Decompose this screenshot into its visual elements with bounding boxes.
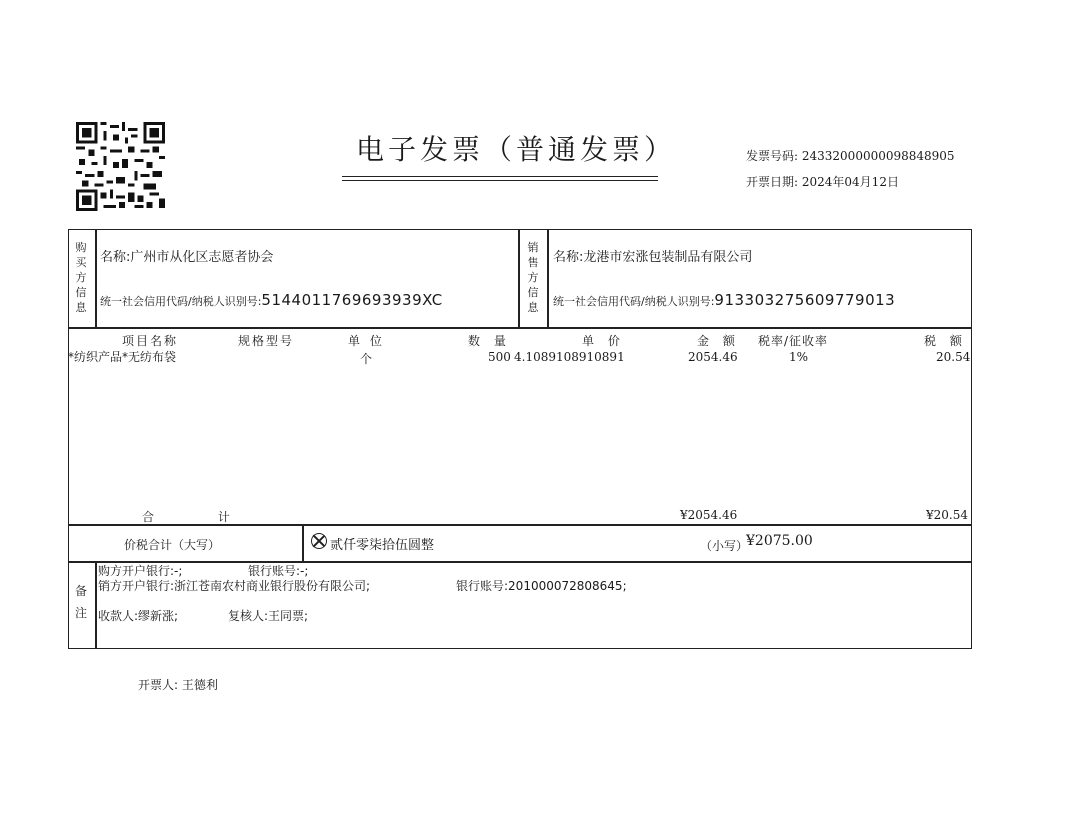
invoice-number-label: 发票号码: xyxy=(746,149,799,163)
party-bottom-line xyxy=(68,327,972,329)
remark-buyer-account: 银行账号:-; xyxy=(248,564,309,578)
issue-date-label: 开票日期: xyxy=(746,175,799,189)
seller-tax-row xyxy=(553,290,895,309)
col-header-rate: 税率/征收率 xyxy=(758,334,829,348)
item-name: *纺织产品*无纺布袋 xyxy=(68,350,177,364)
seller-side-label: 销售方信息 xyxy=(527,241,539,314)
col-header-qty: 数 量 xyxy=(468,334,511,348)
seller-name: 龙港市宏涨包装制品有限公司 xyxy=(583,250,753,265)
invoice-number-row xyxy=(746,147,955,164)
seller-tax-label: 统一社会信用代码/纳税人识别号: xyxy=(553,295,715,308)
col-header-name: 项目名称 xyxy=(122,334,179,348)
grand-total-divider xyxy=(302,524,304,562)
remarks-side-label: 备注 xyxy=(74,584,87,620)
item-price: 4.1089108910891 xyxy=(514,350,625,364)
buyer-side-divider xyxy=(95,229,97,327)
subtotal-amount: ¥2054.46 xyxy=(680,508,738,522)
col-header-tax: 税 额 xyxy=(924,334,967,348)
party-center-divider xyxy=(518,229,520,327)
issuer-label: 开票人: xyxy=(138,678,179,692)
remark-seller-bank: 销方开户银行:浙江苍南农村商业银行股份有限公司; xyxy=(98,579,371,593)
buyer-tax-row xyxy=(100,290,443,309)
grand-total-words: 贰仟零柒拾伍圆整 xyxy=(330,538,435,553)
item-tax: 20.54 xyxy=(936,350,971,364)
buyer-name: 广州市从化区志愿者协会 xyxy=(130,250,274,265)
remark-seller-account: 银行账号:201000072808645; xyxy=(456,579,627,593)
buyer-side-label: 购买方信息 xyxy=(75,241,87,314)
col-header-amount: 金 额 xyxy=(697,334,740,348)
issuer-name: 王德利 xyxy=(181,678,218,692)
title-underline-top xyxy=(342,176,658,177)
item-rate: 1% xyxy=(789,350,809,364)
issue-date-row xyxy=(746,173,899,190)
item-unit: 个 xyxy=(360,352,373,366)
remark-payee: 收款人:缪新涨; xyxy=(98,609,179,623)
qr-code-image xyxy=(76,122,165,211)
col-header-unit: 单 位 xyxy=(348,334,385,348)
col-header-spec: 规格型号 xyxy=(238,334,295,348)
seller-tax-id: 913303275609779013 xyxy=(714,291,896,309)
seller-name-label: 名称: xyxy=(553,250,584,265)
seller-side-divider xyxy=(547,229,549,327)
item-amount: 2054.46 xyxy=(688,350,738,364)
subtotal-tax: ¥20.54 xyxy=(926,508,968,522)
grand-total-bottom-line xyxy=(68,561,972,563)
buyer-tax-id: 514401176969393​9XC xyxy=(261,291,443,309)
title-underline-bottom xyxy=(342,180,658,181)
invoice-title: 电子发票（普通发票） xyxy=(356,133,677,166)
cross-circle-icon xyxy=(311,533,327,549)
col-header-price: 单 价 xyxy=(582,334,625,348)
buyer-tax-label: 统一社会信用代码/纳税人识别号: xyxy=(100,295,262,308)
remarks-divider xyxy=(95,561,97,649)
remark-reviewer: 复核人:王同票; xyxy=(228,609,309,623)
grand-total-small: ¥2075.00 xyxy=(746,533,813,549)
buyer-name-label: 名称: xyxy=(100,250,131,265)
remark-buyer-bank: 购方开户银行:-; xyxy=(98,564,183,578)
invoice-number: 24332000000098848905 xyxy=(801,149,955,163)
buyer-name-row xyxy=(100,246,273,265)
subtotal-label: 合 计 xyxy=(142,510,260,524)
grand-total-small-label: （小写） xyxy=(700,539,749,553)
grand-total-label: 价税合计（大写） xyxy=(124,538,221,552)
seller-name-row xyxy=(553,246,752,265)
grand-total-top-line xyxy=(68,524,972,526)
item-qty: 500 xyxy=(488,350,511,364)
issuer-row xyxy=(138,676,218,693)
issue-date: 2024年04月12日 xyxy=(801,175,899,189)
